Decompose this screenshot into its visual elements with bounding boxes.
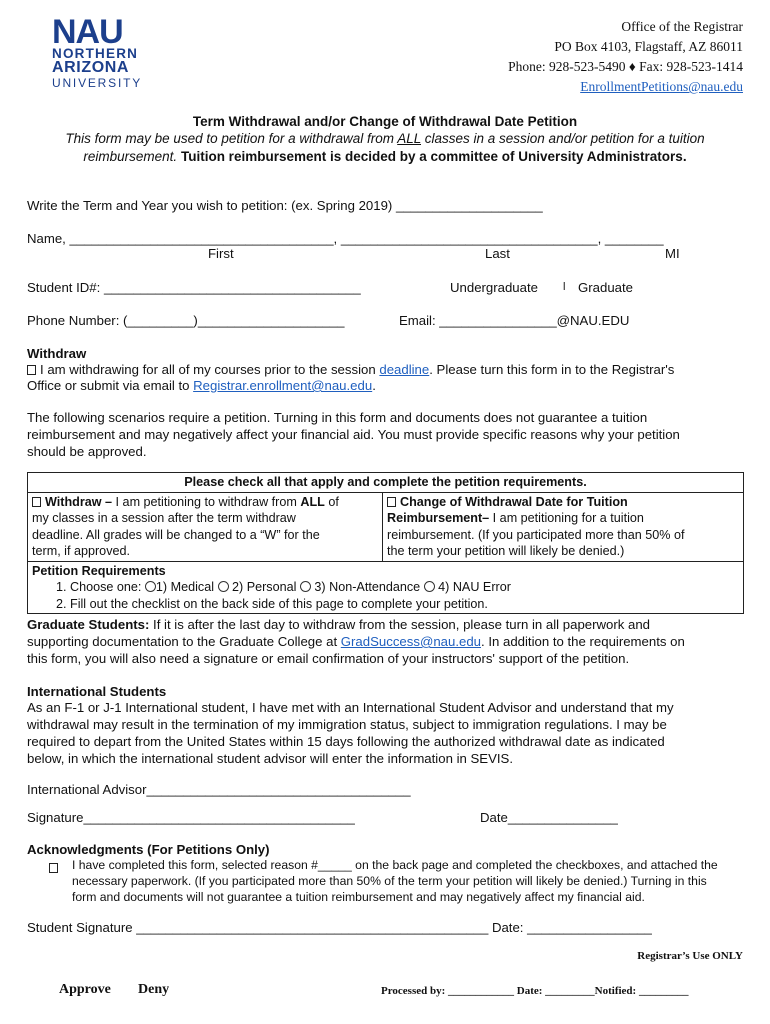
change-date-reimbursement: Reimbursement–: [387, 511, 490, 525]
logo-letters: NAU: [52, 13, 123, 51]
student-id-field[interactable]: Student ID#: ___________________________________: [27, 280, 361, 295]
graduate-line3: this form, you will also need a signature or email confirmation of your instructors' support of the petition.: [27, 651, 630, 666]
intro-line1: [0, 131, 770, 146]
withdraw-option-line3: deadline. All grades will be changed to a “W” for the: [32, 527, 320, 542]
international-heading: International Students: [27, 684, 167, 699]
grad-success-link[interactable]: GradSuccess@nau.edu: [340, 634, 481, 649]
ack-heading: Acknowledgments (For Petitions Only): [27, 842, 270, 857]
international-signature-field[interactable]: Signature_____________________________________: [27, 810, 355, 825]
intro-reimbursement: reimbursement.: [83, 149, 178, 164]
withdraw-option-of: of: [324, 494, 339, 509]
term-field[interactable]: Write the Term and Year you wish to petition: (ex. Spring 2019) ____________________: [27, 198, 543, 213]
ack-line2: necessary paperwork. (If you participated more than 50% of the term your petition will likely be denied.) Turning in this: [72, 874, 707, 888]
deny-label: Deny: [138, 982, 170, 997]
withdraw-period: .: [372, 378, 376, 393]
requirements-heading: Petition Requirements: [32, 563, 166, 578]
address-box: PO Box 4103, Flagstaff, AZ 86011: [554, 39, 743, 54]
intro-committee: Tuition reimbursement is decided by a committee of University Administrators.: [177, 149, 687, 164]
change-date-line4: the term your petition will likely be denied.): [387, 544, 625, 558]
requirements-cell: [28, 561, 744, 614]
logo-arizona: ARIZONA: [52, 59, 130, 76]
intro-text-post: classes in a session and/or petition for a tuition: [421, 131, 705, 146]
processed-by-field: Processed by: ____________ Date: _________Notified: _________: [381, 985, 689, 997]
graduate-option[interactable]: Graduate: [578, 280, 633, 295]
last-label: Last: [485, 246, 510, 261]
graduate-text: If it is after the last day to withdraw from the session, please turn in all paperwork and: [149, 617, 651, 632]
withdraw-option-line2: my classes in a session after the term withdraw: [32, 511, 296, 525]
ack-checkbox[interactable]: [49, 859, 62, 877]
ack-line1: I have completed this form, selected reason #_____ on the back page and completed the checkboxes, and attached the: [72, 858, 718, 872]
graduate-line2: [27, 634, 685, 649]
address-office: Office of the Registrar: [621, 19, 743, 34]
international-date-field[interactable]: Date_______________: [480, 810, 618, 825]
change-date-line3: reimbursement. (If you participated more than 50% of: [387, 527, 685, 542]
reason-personal-label: 2) Personal: [232, 580, 297, 594]
change-date-option-cell: [383, 492, 744, 561]
withdraw-option-all: ALL: [300, 494, 325, 509]
withdraw-heading: Withdraw: [27, 346, 87, 361]
undergraduate-option[interactable]: Undergraduate: [450, 280, 538, 295]
international-line2: withdrawal may result in the termination of my immigration status, subject to immigration regulations. I may be: [27, 717, 667, 732]
deadline-link[interactable]: deadline: [379, 362, 430, 377]
withdraw-option-checkbox[interactable]: [32, 497, 41, 507]
change-date-checkbox[interactable]: [387, 497, 396, 507]
graduate-text2-post: . In addition to the requirements on: [481, 634, 685, 649]
student-signature-field[interactable]: Student Signature ________________________________________________ Date: _________________: [27, 920, 652, 935]
graduate-text2: supporting documentation to the Graduate College at: [27, 634, 341, 649]
first-label: First: [208, 246, 234, 261]
change-date-title: Change of Withdrawal Date for Tuition: [400, 494, 628, 509]
graduate-heading: Graduate Students:: [27, 617, 150, 632]
requirement-2: 2. Fill out the checklist on the back side of this page to complete your petition.: [56, 596, 488, 611]
withdraw-text: I am withdrawing for all of my courses prior to the session: [40, 362, 380, 377]
intro-all: ALL: [397, 131, 421, 146]
scenarios-line1: The following scenarios require a petition. Turning in this form and documents does not guarantee a tuition: [27, 410, 648, 425]
registrar-use-only: Registrar’s Use ONLY: [637, 950, 743, 962]
reason-nau-error-radio[interactable]: [424, 581, 435, 592]
petition-table: [27, 472, 744, 614]
international-line1: As an F-1 or J-1 International student, I have met with an International Student Advisor and understand that my: [27, 700, 674, 715]
graduate-line1: [27, 617, 650, 632]
withdraw-all-checkbox[interactable]: [27, 365, 36, 375]
withdraw-line2: [27, 378, 376, 393]
international-line3: required to depart from the United States within 15 days following the authorized withdrawal date as indicated: [27, 734, 665, 749]
address-email-link[interactable]: EnrollmentPetitions@nau.edu: [580, 79, 743, 94]
address-phone: Phone: 928-523-5490 ♦ Fax: 928-523-1414: [508, 59, 743, 74]
withdraw-office: Office or submit via email to: [27, 378, 194, 393]
name-field[interactable]: Name, ____________________________________, ___________________________________, ________: [27, 231, 664, 246]
registrar-email-link[interactable]: Registrar.enrollment@nau.edu: [193, 378, 373, 393]
form-title: Term Withdrawal and/or Change of Withdrawal Date Petition: [192, 114, 578, 129]
reason-non-attendance-label: 3) Non-Attendance: [314, 580, 421, 594]
reason-nau-error-label: 4) NAU Error: [438, 580, 511, 594]
international-line4: below, in which the international student advisor will enter the information in SEVIS.: [27, 751, 514, 766]
approve-label: Approve: [59, 982, 111, 997]
ack-checkbox-box[interactable]: [49, 863, 58, 873]
scenarios-line3: should be approved.: [27, 444, 147, 459]
table-header: Please check all that apply and complete the petition requirements.: [28, 473, 744, 493]
graduate-checkbox-mark[interactable]: l: [563, 281, 566, 293]
reason-personal-radio[interactable]: [218, 581, 229, 592]
phone-field[interactable]: Phone Number: (_________)____________________: [27, 313, 345, 328]
intro-line2: [0, 149, 770, 164]
ack-line3: form and documents will not guarantee a tuition reimbursement and may negatively affect my financial aid.: [72, 890, 645, 904]
scenarios-line2: reimbursement and may negatively affect your financial aid. You must provide specific reasons why your petition: [27, 427, 680, 442]
logo-northern: NORTHERN: [52, 46, 139, 61]
nau-logo: [50, 13, 146, 91]
withdraw-option-title: Withdraw –: [45, 494, 113, 509]
international-advisor-field[interactable]: International Advisor____________________________________: [27, 782, 411, 797]
reason-medical-radio[interactable]: [145, 581, 156, 592]
withdraw-line1: [27, 362, 674, 377]
withdraw-option-text: I am petitioning to withdraw from: [112, 494, 301, 509]
withdraw-option-cell: [28, 492, 383, 561]
mi-label: MI: [665, 246, 680, 261]
withdraw-text-post: . Please turn this form in to the Registrar's: [429, 362, 675, 377]
logo-university: UNIVERSITY: [52, 76, 143, 90]
requirement-1: 1. Choose one:: [56, 580, 145, 594]
change-date-text: I am petitioning for a tuition: [489, 511, 644, 525]
email-field[interactable]: Email: ________________@NAU.EDU: [399, 313, 630, 328]
reason-medical-label: 1) Medical: [155, 580, 215, 594]
reason-non-attendance-radio[interactable]: [300, 581, 311, 592]
intro-text: This form may be used to petition for a withdrawal from: [65, 131, 398, 146]
withdraw-option-line4: term, if approved.: [32, 544, 130, 558]
